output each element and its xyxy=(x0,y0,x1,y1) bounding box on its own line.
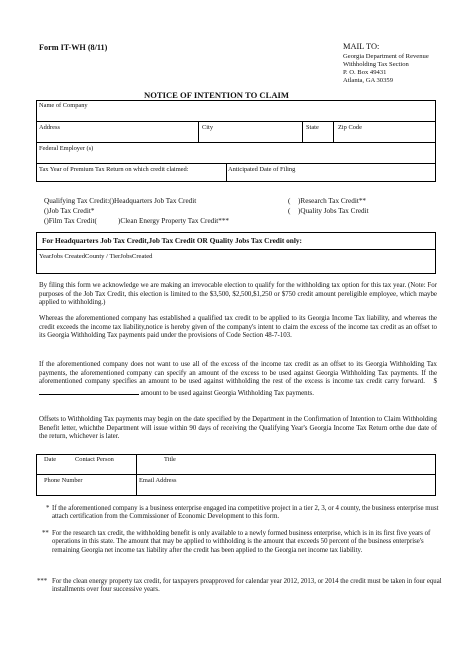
credit-research-paren[interactable]: ( xyxy=(288,197,291,205)
date-field[interactable]: Date xyxy=(44,456,57,463)
phone-field[interactable]: Phone Number xyxy=(44,477,83,484)
excess-amount-field[interactable] xyxy=(39,387,139,395)
credit-headquarters[interactable]: Qualifying Tax Credit:()Headquarters Job Tax Credit xyxy=(44,197,197,205)
mail-to-label: MAIL TO: xyxy=(343,42,380,51)
hq-jobs-columns: YearJobs CreatedCounty / TierJobsCreated xyxy=(39,253,153,260)
mail-to-line4: Atlanta, GA 30359 xyxy=(343,77,393,84)
anticipated-date-field[interactable]: Anticipated Date of Filing xyxy=(228,166,296,173)
dollar-sign: $ xyxy=(433,378,437,386)
excess-text-end: amount to be used against Georgia Withholding Tax payments. xyxy=(140,390,314,398)
excess-text: If the aforementioned company does not want to use all of the excess of the income tax credit as an offset to its Georgia Withholding Tax payments, the aforementioned company can specify an amount of the excess to be used against Georgia Withholding Tax payments. If the aforementioned company specifies an amount to be used against withholding the rest of the excess is income tax credit carry forward. xyxy=(39,361,437,386)
mail-to-line1: Georgia Department of Revenue xyxy=(343,53,429,60)
footnote-mark-3: *** xyxy=(37,578,48,585)
footnote-mark-2: ** xyxy=(42,530,49,537)
offsets-paragraph: Offsets to Withholding Tax payments may begin on the date specified by the Department in the Confirmation of Intention to Claim Withholding Benefit letter, whichthe Department will issue within 90 days of receiving the Qualifying Year's Georgia Income Tax Return orthe due date of the return, whichever is later. xyxy=(39,416,437,441)
credit-clean-energy[interactable]: )Clean Energy Property Tax Credit*** xyxy=(118,217,230,225)
hq-jobs-heading: For Headquarters Job Tax Credit,Job Tax Credit OR Quality Jobs Tax Credit only: xyxy=(42,236,302,245)
tax-year-field[interactable]: Tax Year of Premium Tax Return on which credit claimed: xyxy=(39,166,189,173)
credit-film[interactable]: ()Film Tax Credit( xyxy=(44,217,97,225)
city-field[interactable]: City xyxy=(202,124,214,131)
mail-to-line3: P. O. Box 49431 xyxy=(343,69,387,76)
credit-research[interactable]: )Research Tax Credit** xyxy=(298,197,367,205)
footnote-2: For the research tax credit, the withholding benefit is only available to a newly formed business enterprise, which is in its first five years of operations in this state. The amount that may be applied to withholding is the amount that exceeds 50 percent of the business enterprise's remaining Georgia net income tax liability after the credit has been applied to the Georgia net income tax liability. xyxy=(52,530,431,554)
footnote-mark-1: * xyxy=(46,505,50,512)
title-field[interactable]: Title xyxy=(164,456,176,463)
fein-field[interactable]: Federal Employer (s) xyxy=(39,145,94,152)
contact-person-field[interactable]: Contact Person xyxy=(75,456,114,463)
whereas-paragraph: Whereas the aforementioned company has established a qualified tax credit to be applied to its Georgia Income Tax liability, and whereas the credit exceeds the income tax liability,notice is hereby given of the company's intent to claim the excess of the income tax credit as an offset to its Georgia Withholding Tax payments paid under the provisions of Code Section 48-7-103. xyxy=(39,315,437,340)
company-name-field[interactable]: Name of Company xyxy=(39,102,88,109)
credit-job[interactable]: ()Job Tax Credit* xyxy=(44,207,95,215)
state-field[interactable]: State xyxy=(306,124,319,131)
credit-quality-paren[interactable]: ( xyxy=(288,207,291,215)
footnote-3: For the clean energy property tax credit, for taxpayers preapproved for calendar year 2012, 2013, or 2014 the credit must be taken in four equal installments over four successive years. xyxy=(52,578,442,594)
email-field[interactable]: Email Address xyxy=(139,477,177,484)
form-id: Form IT-WH (8/11) xyxy=(39,43,108,52)
address-field[interactable]: Address xyxy=(39,124,60,131)
zip-field[interactable]: Zip Code xyxy=(338,124,362,131)
credit-quality-jobs[interactable]: )Quality Jobs Tax Credit xyxy=(298,207,369,215)
mail-to-line2: Withholding Tax Section xyxy=(343,61,409,68)
footnote-1: If the aforementioned company is a business enterprise engaged ina competitive project in a tier 2, 3, or 4 county, the business enterprise must attach certification from the Commissioner of Economic Development to this form. xyxy=(52,505,439,521)
form-title: NOTICE OF INTENTION TO CLAIM xyxy=(144,90,290,100)
excess-paragraph xyxy=(39,361,437,399)
mail-to-block xyxy=(343,42,429,85)
election-paragraph: By filing this form we acknowledge we are making an irrevocable election to qualify for the withholding tax option for this tax year. (Note: For purposes of the Job Tax Credit, this election is limited to the $3,500, $2,500,$1,250 or $750 credit amount pereligible employee, which maybe applied to withholding.) xyxy=(39,282,437,307)
